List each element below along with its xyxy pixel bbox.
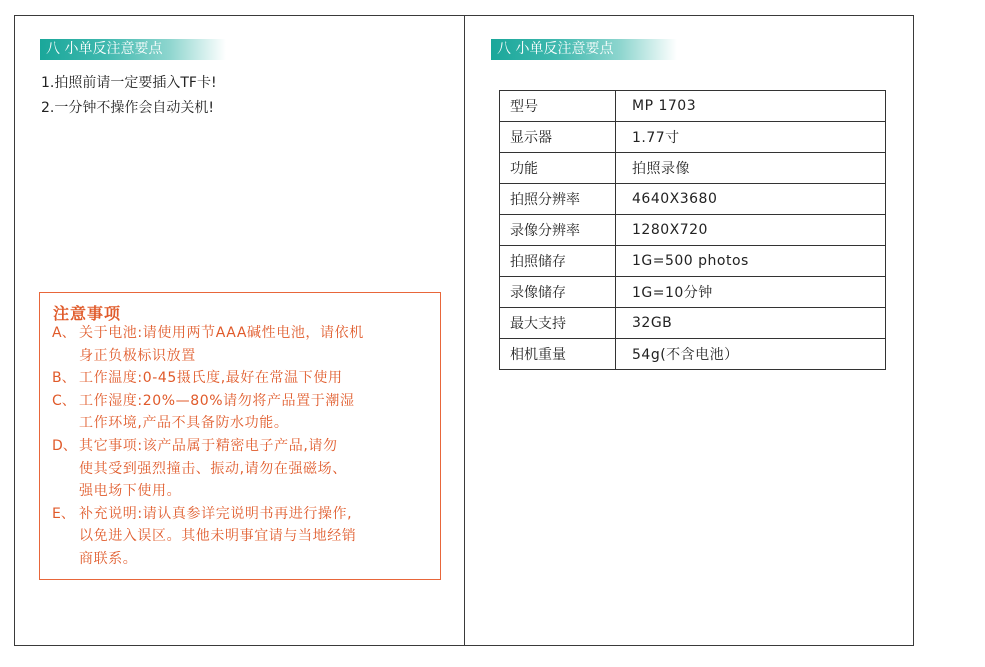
table-row [500, 246, 886, 277]
spec-key: 功能 [500, 153, 616, 184]
notice-item-d [52, 435, 440, 503]
notice-text [79, 367, 440, 390]
table-row [500, 215, 886, 246]
page-right-border [913, 15, 914, 646]
table-row [500, 122, 886, 153]
notice-label: D、 [52, 437, 77, 454]
notice-line: 补充说明:请认真参详完说明书再进行操作, [79, 505, 353, 522]
spec-table [499, 90, 886, 370]
spec-key: 拍照分辨率 [500, 184, 616, 215]
spec-key: 相机重量 [500, 339, 616, 370]
page-divider [464, 15, 465, 646]
notice-item-a [52, 322, 440, 367]
spec-value: MP 1703 [616, 91, 886, 122]
notice-text [79, 503, 440, 571]
notice-items [52, 322, 440, 571]
left-section-title: 八 小单反注意要点 [40, 39, 226, 60]
spec-key: 拍照储存 [500, 246, 616, 277]
tip-item: 1.拍照前请一定要插入TF卡! [41, 75, 217, 91]
notice-item-e [52, 503, 440, 571]
notice-line: 身正负极标识放置 [79, 347, 196, 364]
spec-value: 1G=500 photos [616, 246, 886, 277]
notice-text [79, 322, 440, 367]
table-row [500, 153, 886, 184]
spec-key: 录像储存 [500, 277, 616, 308]
right-section-title: 八 小单反注意要点 [491, 39, 677, 60]
notice-title: 注意事项 [53, 304, 122, 323]
notice-box [39, 292, 441, 580]
spec-key: 型号 [500, 91, 616, 122]
spec-value: 拍照录像 [616, 153, 886, 184]
spec-value: 54g(不含电池） [616, 339, 886, 370]
notice-line: 其它事项:该产品属于精密电子产品,请勿 [79, 437, 338, 454]
notice-line: 工作湿度:20%—80%请勿将产品置于潮湿 [79, 392, 355, 409]
tip-item: 2.一分钟不操作会自动关机! [41, 100, 214, 116]
notice-label: A、 [52, 325, 76, 341]
notice-item-b [52, 367, 440, 390]
notice-text [79, 435, 440, 503]
notice-text [79, 390, 440, 435]
spec-value: 32GB [616, 308, 886, 339]
table-row [500, 184, 886, 215]
spec-value: 4640X3680 [616, 184, 886, 215]
table-row [500, 91, 886, 122]
tips-list [41, 71, 217, 121]
page-left-border [14, 15, 15, 646]
spec-value: 1.77寸 [616, 122, 886, 153]
notice-label: E、 [52, 505, 75, 522]
notice-line: 以免进入误区。其他未明事宜请与当地经销 [79, 528, 357, 545]
table-row [500, 277, 886, 308]
notice-line: 关于电池:请使用两节AAA碱性电池，请依机 [79, 325, 364, 341]
notice-line: 工作温度:0-45摄氏度,最好在常温下使用 [79, 370, 343, 387]
notice-line: 商联系。 [79, 550, 138, 567]
spec-key: 录像分辨率 [500, 215, 616, 246]
notice-line: 工作环境,产品不具备防水功能。 [79, 415, 289, 432]
notice-line: 使其受到强烈撞击、振动,请勿在强磁场、 [79, 460, 347, 477]
notice-item-c [52, 390, 440, 435]
spec-key: 显示器 [500, 122, 616, 153]
spec-value: 1G=10分钟 [616, 277, 886, 308]
table-row [500, 308, 886, 339]
notice-label: B、 [52, 370, 76, 387]
spec-key: 最大支持 [500, 308, 616, 339]
spec-value: 1280X720 [616, 215, 886, 246]
notice-line: 强电场下使用。 [79, 483, 182, 500]
notice-label: C、 [52, 392, 76, 409]
table-row [500, 339, 886, 370]
